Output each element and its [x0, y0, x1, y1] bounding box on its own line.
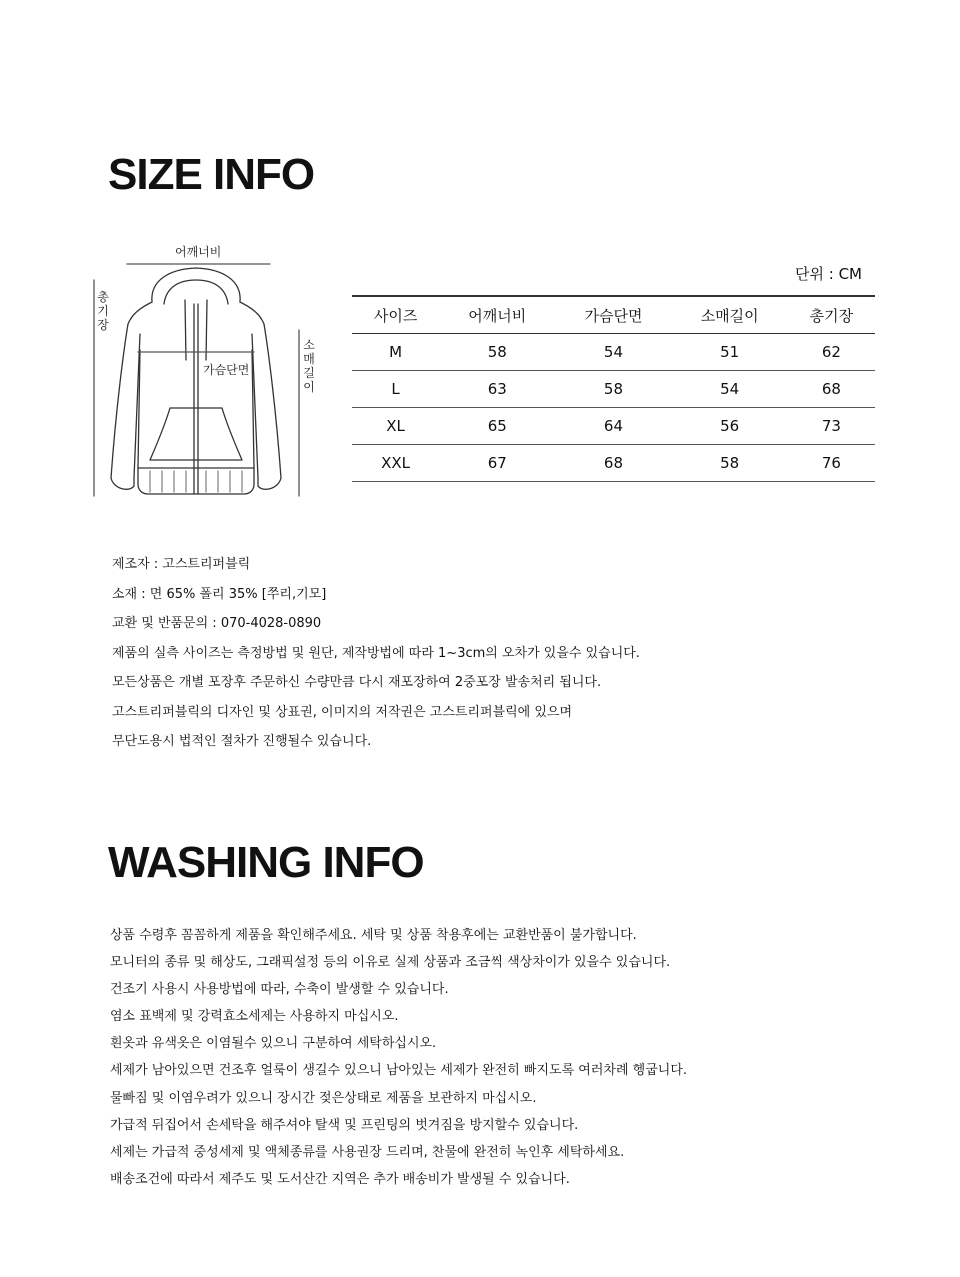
list-item: 가급적 뒤집어서 손세탁을 해주셔야 탈색 및 프린팅의 벗겨짐을 방지할수 있습니다.: [110, 1117, 579, 1133]
list-item: 제품의 실측 사이즈는 측정방법 및 원단, 제작방법에 따라 1~3cm의 오차가 있을수 있습니다.: [112, 645, 640, 661]
table-row: [352, 408, 875, 445]
table-cell: 73: [788, 408, 875, 445]
list-item: 소재 : 면 65% 폴리 35% [쭈리,기모]: [112, 586, 327, 602]
washing-info-heading: WASHING INFO: [108, 838, 424, 887]
unit-label: 단위 : CM: [795, 265, 862, 283]
header-total-length: 총기장: [788, 296, 875, 334]
list-item: 흰옷과 유색옷은 이염될수 있으니 구분하여 세탁하십시오.: [110, 1036, 437, 1052]
table-cell: L: [352, 371, 439, 408]
size-table-header-row: [352, 296, 875, 334]
table-cell: 68: [788, 371, 875, 408]
list-item: 상품 수령후 꼼꼼하게 제품을 확인해주세요. 세탁 및 상품 착용후에는 교환반품이 불가합니다.: [110, 928, 637, 943]
table-cell: 56: [672, 408, 788, 445]
table-cell: 58: [439, 334, 555, 371]
product-info-notes: [112, 556, 640, 763]
table-row: [352, 371, 875, 408]
list-item: 염소 표백제 및 강력효소세제는 사용하지 마십시오.: [110, 1009, 399, 1025]
list-item: 모니터의 종류 및 해상도, 그래픽설정 등의 이유로 실제 상품과 조금씩 색상차이가 있을수 있습니다.: [110, 955, 671, 971]
hoodie-size-diagram: [90, 238, 330, 503]
header-chest: 가슴단면: [555, 296, 671, 334]
header-shoulder: 어깨너비: [439, 296, 555, 334]
table-row: [352, 334, 875, 371]
list-item: 배송조건에 따라서 제주도 및 도서산간 지역은 추가 배송비가 발생될 수 있습니다.: [110, 1171, 570, 1187]
list-item: 무단도용시 법적인 절차가 진행될수 있습니다.: [112, 734, 372, 749]
size-info-heading: SIZE INFO: [108, 150, 315, 199]
total-length-label: 총기장: [97, 290, 109, 332]
list-item: 건조기 사용시 사용방법에 따라, 수축이 발생할 수 있습니다.: [110, 982, 449, 998]
table-cell: 64: [555, 408, 671, 445]
table-cell: 54: [672, 371, 788, 408]
table-cell: 62: [788, 334, 875, 371]
table-cell: 58: [555, 371, 671, 408]
table-cell: 67: [439, 445, 555, 482]
shoulder-width-label: 어깨너비: [175, 245, 222, 259]
table-cell: M: [352, 334, 439, 371]
list-item: 세제가 남아있으면 건조후 얼룩이 생길수 있으니 남아있는 세제가 완전히 빠지도록 여러차례 헹굽니다.: [110, 1063, 688, 1079]
table-cell: 68: [555, 445, 671, 482]
list-item: 세제는 가급적 중성세제 및 액체종류를 사용권장 드리며, 찬물에 완전히 녹인후 세탁하세요.: [110, 1144, 625, 1160]
list-item: 제조자 : 고스트리퍼블릭: [112, 557, 251, 572]
table-cell: 58: [672, 445, 788, 482]
table-cell: 63: [439, 371, 555, 408]
size-table: [352, 295, 875, 482]
list-item: 모든상품은 개별 포장후 주문하신 수량만큼 다시 재포장하여 2중포장 발송처리 됩니다.: [112, 675, 602, 690]
header-sleeve: 소매길이: [672, 296, 788, 334]
table-row: [352, 445, 875, 482]
table-cell: XL: [352, 408, 439, 445]
table-cell: 54: [555, 334, 671, 371]
header-size: 사이즈: [352, 296, 439, 334]
washing-info-notes: [110, 928, 687, 1199]
chest-width-label: 가슴단면: [203, 363, 250, 377]
table-cell: 65: [439, 408, 555, 445]
list-item: 교환 및 반품문의 : 070-4028-0890: [112, 616, 322, 631]
table-cell: XXL: [352, 445, 439, 482]
sleeve-length-label: 소매길이: [303, 338, 315, 394]
list-item: 고스트리퍼블릭의 디자인 및 상표권, 이미지의 저작권은 고스트리퍼블릭에 있으며: [112, 704, 573, 720]
table-cell: 76: [788, 445, 875, 482]
list-item: 물빠짐 및 이염우려가 있으니 장시간 젖은상태로 제품을 보관하지 마십시오.: [110, 1090, 537, 1106]
table-cell: 51: [672, 334, 788, 371]
